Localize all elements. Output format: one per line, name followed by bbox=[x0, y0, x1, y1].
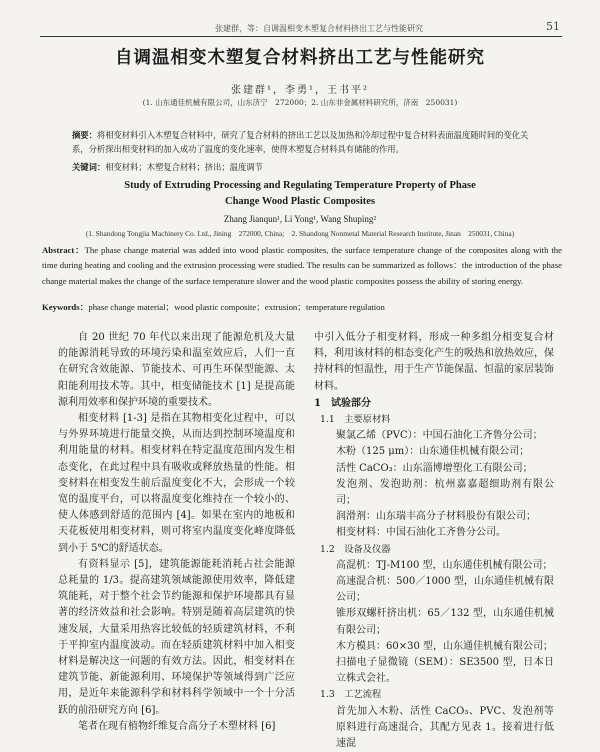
running-header bbox=[40, 22, 562, 37]
body-paragraph: 高混机：TJ-M100 型，山东通佳机械有限公司； bbox=[336, 559, 553, 571]
keywords-cn bbox=[72, 161, 538, 173]
paper-title-en bbox=[0, 178, 600, 210]
body-paragraph: 相变材料 [1-3] 是指在其物相变化过程中，可以与外界环境进行能量交换，从而达到控制环境温度和利用能量的材料。相变材料在特定温度范围内发生相态变化，在此过程中具有吸收或释放热量的性能。相变材料在相变发生前后温度变化不大，会形成一个较宽的温度平台，可以将温度变化维持在一个较小的、使人体感到舒适的范围内 [4]。如果在室内的地板和天花板使用相变材料，则可将室内温度变化峰度降低到小于 5℃的舒适状态。 bbox=[58, 413, 295, 554]
body-paragraph: 笔者在现有植物纤维复合高分子木塑材料 [6] bbox=[78, 720, 276, 732]
body-paragraph: 扫描电子显微镜（SEM）：SE3500 型，日本日立株式会社。 bbox=[336, 657, 554, 685]
keywords-en-text: phase change material；wood plastic composite；extrusion；temperature regulation bbox=[88, 302, 385, 312]
abstract-en bbox=[42, 243, 562, 289]
body-paragraph: 锥形双螺杆挤出机：65／132 型，山东通佳机械有限公司； bbox=[336, 608, 554, 636]
keywords-cn-text: 相变材料；木塑复合材料；挤出；温度调节 bbox=[105, 162, 263, 172]
authors-cn: 张建群¹，李勇¹，王书平² bbox=[230, 85, 370, 96]
abstract-cn bbox=[72, 128, 538, 156]
abstract-cn-text: 将相变材料引入木塑复合材料中，研究了复合材料的挤出工艺以及加热和冷却过程中复合材料表面温度随时间的变化关系，分析探出相变材料的加入成功了温度的变化速率，使得木塑复合材料具有储能的作用。 bbox=[72, 130, 529, 154]
body-paragraph: 木方模具：60×30 型，山东通佳机械有限公司； bbox=[336, 640, 554, 652]
keywords-cn-label: 关键词： bbox=[72, 162, 106, 172]
body-paragraph: 高速混合机：500／1000 型，山东通佳机械有限公司； bbox=[336, 576, 554, 604]
abstract-en-label: Abstract： bbox=[42, 245, 85, 255]
abstract-en-text: The phase change material was added into wood plastic composites, the surface temperature change of the composites along with the time during heating and cooling and the extrusion processing were studied. The results can be summarized as follows：the introduction of the phase change material makes the change of the surface temperature slower and the wood plastic composites possess the ability of storing energy. bbox=[42, 245, 563, 286]
body-paragraph: 首先加入木粉、活性 CaCO₃、PVC、发泡剂等原料进行高速混合，其配方见表 1。接着进行低速混 bbox=[336, 705, 554, 750]
title-en-line1: Study of Extruding Processing and Regulating Temperature Property of Phase bbox=[124, 180, 476, 191]
body-paragraph: 有资料显示 [5]，建筑能源能耗消耗占社会能源总耗量的 1/3。提高建筑领域能源使用效率，降低建筑能耗，对于整个社会节约能源和保护环境都具有显著的经济效益和社会影响。特别是随着高层建筑的快速发展，大量采用热容比较低的轻质建筑材料，不利于平抑室内温度波动。而在轻质建筑材料中加入相变材料是解决这一问题的有效方法。因此，相变材料在建筑节能、新能源利用、环境保护等领域得到广泛应用，是近年来能源科学和材料科学领域中一个十分活跃的前沿研究方向 [6]。 bbox=[58, 558, 295, 716]
paper-title: 自调温相变木塑复合材料挤出工艺与性能研究 bbox=[115, 48, 485, 68]
subsection-heading: 1.3 工艺流程 bbox=[320, 689, 382, 701]
body-paragraph: 相变材料：中国石油化工齐鲁分公司。 bbox=[336, 527, 506, 539]
body-paragraph: 发泡剂、发泡助剂：杭州嘉嘉超细助剂有限公司； bbox=[336, 478, 554, 507]
affiliation-en: (1. Shandong Tongjia Machinery Co. Ltd., Jining 272000, China; 2. Shandong Nonmetal Material Research Institute, Jinan 250031, China) bbox=[85, 229, 515, 238]
body-column-left bbox=[58, 330, 295, 735]
subsection-heading: 1.2 设备及仪器 bbox=[320, 543, 391, 555]
section-heading: 1 试验部分 bbox=[314, 397, 371, 409]
body-paragraph: 润滑剂：山东瑞丰高分子材料股份有限公司； bbox=[336, 511, 536, 523]
affiliation-cn: (1. 山东通佳机械有限公司，山东济宁 272000；2. 山东非金属材料研究所，济南 250031) bbox=[142, 98, 458, 107]
authors-en: Zhang Jianqun¹, Li Yong¹, Wang Shuping² bbox=[223, 214, 377, 224]
page-number: 51 bbox=[546, 20, 560, 33]
keywords-en-label: Keywords： bbox=[42, 302, 89, 312]
body-paragraph: 中引入低分子相变材料，形成一种多组分相变复合材料，利用该材料的相态变化产生的吸热和放热效应，保持材料的恒温性，用于生产节能保温、恒温的家居装饰材料。 bbox=[314, 332, 554, 392]
body-column-right bbox=[314, 330, 554, 752]
keywords-en bbox=[42, 301, 562, 313]
subsection-heading: 1.1 主要原材料 bbox=[320, 414, 391, 426]
body-paragraph: 木粉（125 μm）：山东通佳机械有限公司； bbox=[336, 446, 530, 458]
body-paragraph: 自 20 世纪 70 年代以来出现了能源危机及大量的能源消耗导致的环境污染和温室效应后，人们一直在研究含效能源、节能技术、可再生环保型能源、太阳能利用技术等。其中，相变储能技术 [1] 是提高能源利用效率和保护环境的重要技术。 bbox=[58, 332, 295, 408]
body-paragraph: 活性 CaCO₃：山东淄博增塑化工有限公司； bbox=[336, 462, 533, 474]
body-paragraph: 聚氯乙烯（PVC）：中国石油化工齐鲁分公司； bbox=[336, 430, 543, 442]
running-title: 张建群，等：自调温相变木塑复合材料挤出工艺与性能研究 bbox=[215, 24, 423, 33]
abstract-cn-label: 摘要： bbox=[72, 130, 97, 140]
title-en-line2: Change Wood Plastic Composites bbox=[224, 196, 376, 207]
